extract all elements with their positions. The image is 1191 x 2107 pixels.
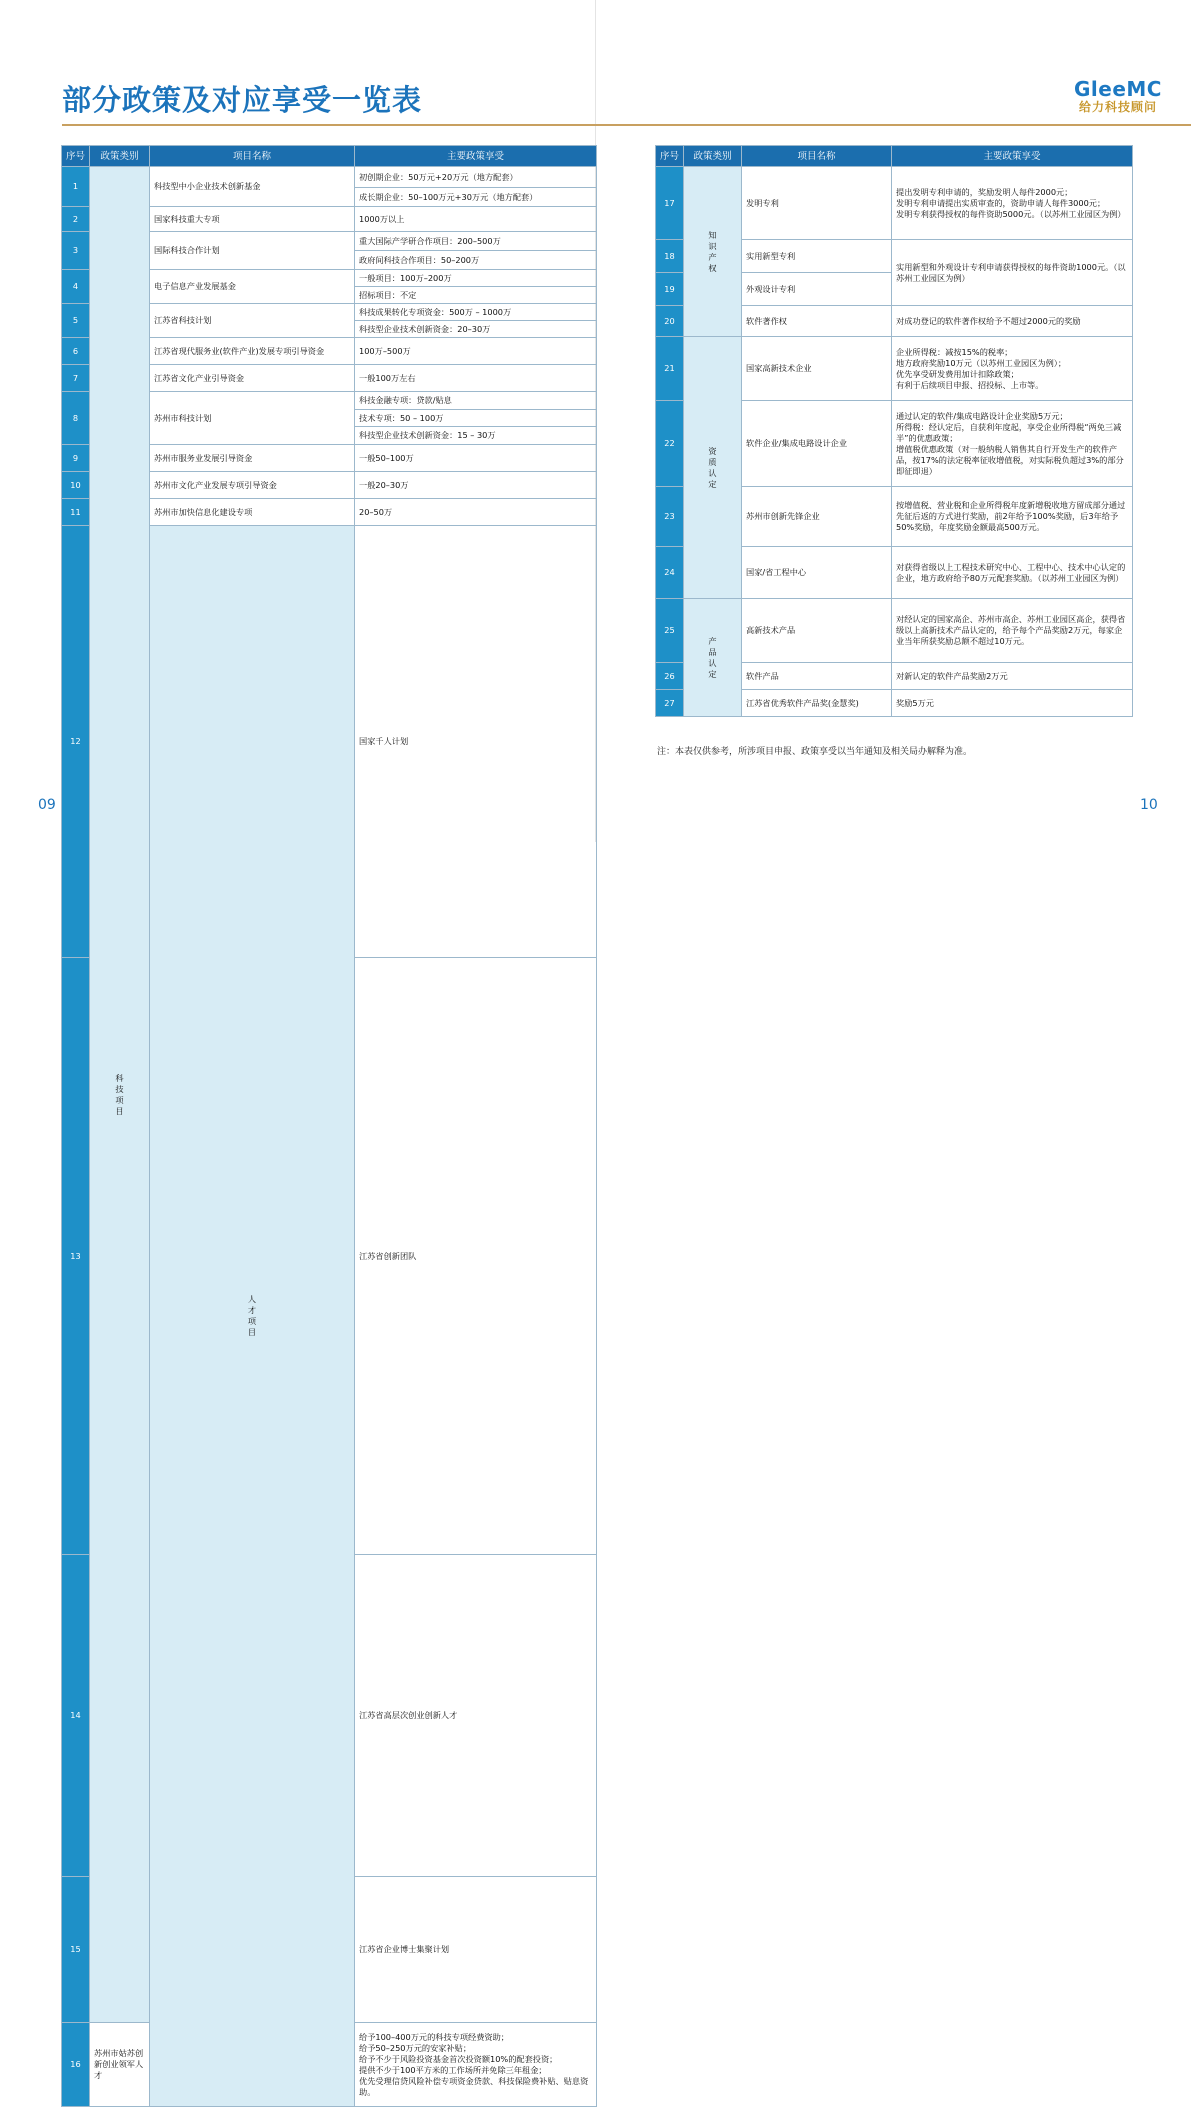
project-name: 外观设计专利	[742, 273, 892, 306]
benefit-cell: 按增值税、营业税和企业所得税年度新增税收地方留成部分通过先征后返的方式进行奖励，前2年给予100%奖励，后3年给予50%奖励，年度奖励金额最高500万元。	[892, 487, 1133, 547]
benefit-cell: 技术专项：50 – 100万	[355, 410, 597, 427]
project-name: 江苏省现代服务业(软件产业)发展专项引导资金	[150, 338, 355, 365]
project-name: 实用新型专利	[742, 240, 892, 273]
logo-cn: 给力科技顾问	[1078, 100, 1157, 114]
row-number: 13	[62, 958, 90, 1555]
benefit-cell: 科技型企业技术创新资金：20–30万	[355, 321, 597, 338]
page-number-right: 10	[1140, 797, 1158, 813]
row-number: 11	[62, 499, 90, 526]
row-number: 3	[62, 232, 90, 270]
benefit-line: 优先享受研发费用加计扣除政策；	[896, 368, 1019, 379]
header-benefit: 主要政策享受	[892, 146, 1133, 167]
table-row	[656, 599, 1133, 663]
category-cell: 资质认定	[684, 337, 742, 599]
project-name: 江苏省优秀软件产品奖(金慧奖)	[742, 690, 892, 717]
benefit-cell: 一般20–30万	[355, 472, 597, 499]
benefit-cell: 1000万以上	[355, 207, 597, 232]
row-number: 25	[656, 599, 684, 663]
row-number: 10	[62, 472, 90, 499]
row-number: 15	[62, 1877, 90, 2023]
benefit-cell: 20–50万	[355, 499, 597, 526]
project-name: 苏州市加快信息化建设专项	[150, 499, 355, 526]
project-name: 软件著作权	[742, 306, 892, 337]
project-name: 江苏省企业博士集聚计划	[355, 1877, 597, 2023]
header-category: 政策类别	[90, 146, 150, 167]
row-number: 21	[656, 337, 684, 401]
project-name: 江苏省创新团队	[355, 958, 597, 1555]
footnote: 注：本表仅供参考，所涉项目申报、政策享受以当年通知及相关局办解释为准。	[657, 747, 973, 757]
row-number: 26	[656, 663, 684, 690]
benefit-line: 增值税优惠政策（对一般纳税人销售其自行开发生产的软件产品，按17%的法定税率征收增值税，对实际税负超过3%的部分即征即退）	[896, 443, 1124, 476]
benefit-cell	[355, 2023, 597, 2107]
benefit-cell: 政府间科技合作项目：50–200万	[355, 251, 597, 270]
row-number: 19	[656, 273, 684, 306]
header-row	[656, 146, 1133, 167]
benefit-cell	[892, 337, 1133, 401]
benefit-line: 提出发明专利申请的，奖励发明人每件2000元；	[896, 186, 1073, 197]
project-name: 国际科技合作计划	[150, 232, 355, 270]
benefit-cell	[892, 167, 1133, 240]
project-name: 苏州市创新先锋企业	[742, 487, 892, 547]
row-number: 5	[62, 304, 90, 338]
row-number: 18	[656, 240, 684, 273]
row-number: 9	[62, 445, 90, 472]
project-name: 江苏省高层次创业创新人才	[355, 1555, 597, 1877]
benefit-cell: 对成功登记的软件著作权给予不超过2000元的奖励	[892, 306, 1133, 337]
project-name: 苏州市科技计划	[150, 392, 355, 445]
table-row	[656, 337, 1133, 401]
benefit-cell: 一般项目：100万–200万	[355, 270, 597, 287]
benefit-cell: 奖励5万元	[892, 690, 1133, 717]
project-name: 苏州市姑苏创新创业领军人才	[90, 2023, 150, 2107]
row-number: 14	[62, 1555, 90, 1877]
benefit-line: 给予50–250万元的安家补贴；	[359, 2042, 472, 2053]
row-number: 4	[62, 270, 90, 304]
project-name: 科技型中小企业技术创新基金	[150, 167, 355, 207]
benefit-line: 给予不少于风险投资基金首次投资额10%的配套投资；	[359, 2053, 558, 2064]
title-rule	[62, 124, 1191, 126]
page-number-left: 09	[38, 797, 56, 813]
project-name: 电子信息产业发展基金	[150, 270, 355, 304]
project-name: 软件产品	[742, 663, 892, 690]
project-name: 江苏省科技计划	[150, 304, 355, 338]
project-name: 国家科技重大专项	[150, 207, 355, 232]
project-name: 国家千人计划	[355, 526, 597, 958]
project-name: 国家高新技术企业	[742, 337, 892, 401]
benefit-cell: 初创期企业：50万元+20万元（地方配套）	[355, 167, 597, 188]
benefit-line: 通过认定的软件/集成电路设计企业奖励5万元；	[896, 410, 1068, 421]
policy-table-right	[655, 145, 1133, 717]
benefit-cell: 科技型企业技术创新资金：15 – 30万	[355, 427, 597, 445]
project-name: 苏州市服务业发展引导资金	[150, 445, 355, 472]
benefit-line: 给予100–400万元的科技专项经费资助；	[359, 2031, 509, 2042]
category-cell: 科技项目	[90, 167, 150, 2023]
benefit-cell: 科技成果转化专项资金：500万 – 1000万	[355, 304, 597, 321]
row-number: 16	[62, 2023, 90, 2107]
benefit-line: 所得税：经认定后，自获利年度起，享受企业所得税“两免三减半”的优惠政策；	[896, 421, 1122, 443]
header-project: 项目名称	[742, 146, 892, 167]
benefit-cell: 一般50–100万	[355, 445, 597, 472]
benefit-cell: 100万–500万	[355, 338, 597, 365]
benefit-cell: 成长期企业：50–100万元+30万元（地方配套）	[355, 188, 597, 207]
row-number: 7	[62, 365, 90, 392]
row-number: 2	[62, 207, 90, 232]
project-name: 国家/省工程中心	[742, 547, 892, 599]
table-row	[62, 167, 597, 188]
page-title: 部分政策及对应享受一览表	[62, 83, 423, 117]
header-no: 序号	[62, 146, 90, 167]
header-row	[62, 146, 597, 167]
benefit-cell: 招标项目：不定	[355, 287, 597, 304]
project-name: 软件企业/集成电路设计企业	[742, 401, 892, 487]
benefit-cell: 实用新型和外观设计专利申请获得授权的每件资助1000元。（以苏州工业园区为例）	[892, 240, 1133, 306]
row-number: 22	[656, 401, 684, 487]
row-number: 24	[656, 547, 684, 599]
benefit-line: 企业所得税：减按15%的税率；	[896, 346, 1013, 357]
row-number: 23	[656, 487, 684, 547]
benefit-cell: 重大国际产学研合作项目：200–500万	[355, 232, 597, 251]
benefit-cell: 对经认定的国家高企、苏州市高企、苏州工业园区高企，获得省级以上高新技术产品认定的，给予每个产品奖励2万元，每家企业当年所获奖励总额不超过10万元。	[892, 599, 1133, 663]
header-no: 序号	[656, 146, 684, 167]
benefit-cell: 科技金融专项：贷款/贴息	[355, 392, 597, 410]
benefit-cell: 对获得省级以上工程技术研究中心、工程中心、技术中心认定的企业，地方政府给予80万元配套奖励。（以苏州工业园区为例）	[892, 547, 1133, 599]
logo-en: GleeMC	[1074, 77, 1162, 101]
row-number: 1	[62, 167, 90, 207]
benefit-line: 地方政府奖励10万元（以苏州工业园区为例）；	[896, 357, 1067, 368]
table-row	[656, 167, 1133, 240]
header-project: 项目名称	[150, 146, 355, 167]
row-number: 27	[656, 690, 684, 717]
benefit-cell: 对新认定的软件产品奖励2万元	[892, 663, 1133, 690]
project-name: 高新技术产品	[742, 599, 892, 663]
brand-logo	[1062, 78, 1174, 114]
row-number: 8	[62, 392, 90, 445]
category-cell: 人才项目	[150, 526, 355, 2107]
category-cell: 知识产权	[684, 167, 742, 337]
row-number: 12	[62, 526, 90, 958]
benefit-cell: 一般100万左右	[355, 365, 597, 392]
benefit-cell	[892, 401, 1133, 487]
benefit-line: 发明专利申请提出实质审查的，资助申请人每件3000元；	[896, 197, 1106, 208]
row-number: 20	[656, 306, 684, 337]
benefit-line: 有利于后续项目申报、招投标、上市等。	[896, 379, 1044, 390]
benefit-line: 提供不少于100平方米的工作场所并免除三年租金；	[359, 2064, 547, 2075]
header-benefit: 主要政策享受	[355, 146, 597, 167]
category-cell: 产品认定	[684, 599, 742, 717]
benefit-line: 优先受理信贷风险补偿专项资金贷款、科技保险费补贴、贴息资助。	[359, 2075, 589, 2097]
policy-table-left	[61, 145, 597, 2107]
project-name: 发明专利	[742, 167, 892, 240]
project-name: 江苏省文化产业引导资金	[150, 365, 355, 392]
row-number: 6	[62, 338, 90, 365]
row-number: 17	[656, 167, 684, 240]
project-name: 苏州市文化产业发展专项引导资金	[150, 472, 355, 499]
header-category: 政策类别	[684, 146, 742, 167]
benefit-line: 发明专利获得授权的每件资助5000元。（以苏州工业园区为例）	[896, 208, 1126, 219]
